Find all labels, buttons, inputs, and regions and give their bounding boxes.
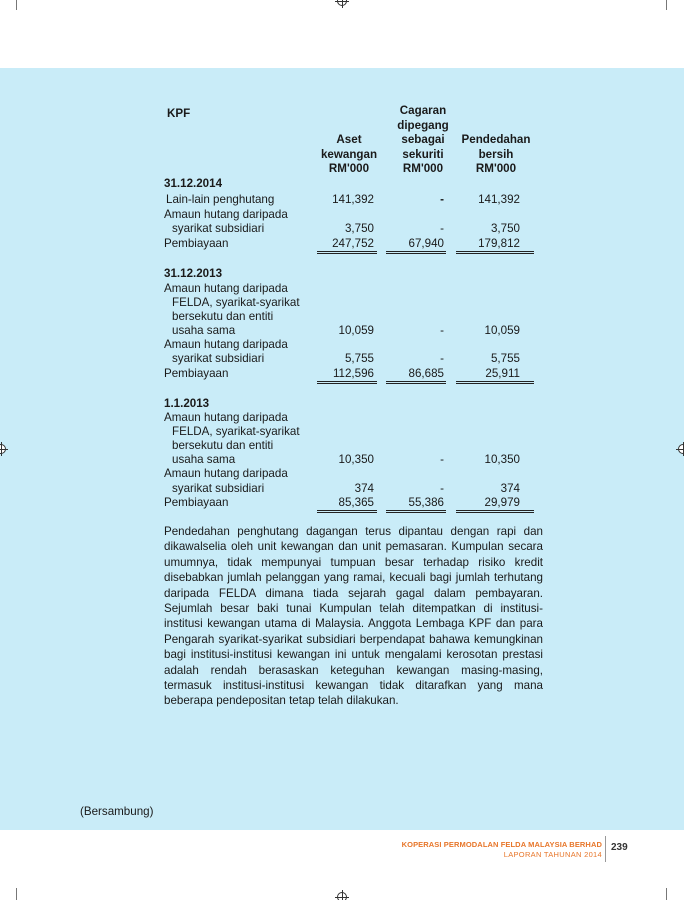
registration-mark-top-icon bbox=[337, 0, 347, 6]
footer-report-title: LAPORAN TAHUNAN 2014 bbox=[503, 850, 602, 859]
table-row: bersekutu dan entiti bbox=[172, 310, 274, 323]
table-row: Amaun hutang daripada bbox=[164, 208, 288, 221]
table-title: KPF bbox=[167, 107, 191, 120]
total-underline bbox=[456, 251, 534, 254]
total-underline bbox=[317, 510, 377, 513]
section-heading: 1.1.2013 bbox=[164, 397, 210, 410]
table-row: syarikat subsidiari 3,750 - 3,750 bbox=[172, 222, 520, 235]
footer-divider bbox=[605, 836, 606, 862]
crop-mark bbox=[666, 0, 667, 10]
table-row: Pembiayaan 85,365 55,386 29,979 bbox=[164, 496, 520, 509]
header-col-net-exposure: Pendedahan bersih RM'000 bbox=[461, 133, 531, 176]
table-row: Amaun hutang daripada bbox=[164, 411, 288, 424]
registration-mark-bottom-icon bbox=[337, 892, 347, 900]
total-underline bbox=[386, 381, 446, 384]
table-row: bersekutu dan entiti bbox=[172, 439, 274, 452]
table-row: usaha sama 10,350 - 10,350 bbox=[172, 453, 520, 466]
header-col-financial-assets: Aset kewangan RM'000 bbox=[320, 133, 378, 176]
table-row: Pembiayaan 247,752 67,940 179,812 bbox=[164, 237, 520, 250]
continued-label: (Bersambung) bbox=[80, 805, 154, 818]
section-heading: 31.12.2014 bbox=[164, 177, 223, 190]
table-row: Pembiayaan 112,596 86,685 25,911 bbox=[164, 367, 520, 380]
total-underline bbox=[317, 381, 377, 384]
table-row: syarikat subsidiari 5,755 - 5,755 bbox=[172, 352, 520, 365]
footer-organisation: KOPERASI PERMODALAN FELDA MALAYSIA BERHAD bbox=[401, 840, 602, 849]
table-row: usaha sama 10,059 - 10,059 bbox=[172, 324, 520, 337]
total-underline bbox=[317, 251, 377, 254]
total-underline bbox=[386, 251, 446, 254]
table-row: Amaun hutang daripada bbox=[164, 282, 288, 295]
total-underline bbox=[456, 510, 534, 513]
table-row: Amaun hutang daripada bbox=[164, 467, 288, 480]
table-row: FELDA, syarikat-syarikat bbox=[172, 425, 300, 438]
crop-mark bbox=[16, 888, 17, 900]
section-heading: 31.12.2013 bbox=[164, 267, 223, 280]
table-row: FELDA, syarikat-syarikat bbox=[172, 296, 300, 309]
registration-mark-right-icon bbox=[678, 444, 684, 454]
table-row: syarikat subsidiari 374 - 374 bbox=[172, 482, 520, 495]
table-row: Lain-lain penghutang 141,392 - 141,392 bbox=[166, 193, 520, 206]
body-paragraph: Pendedahan penghutang dagangan terus dipantau dengan rapi dan dikawalselia oleh unit kewangan dan unit pemasaran. Kumpulan secara umumnya, tidak mempunyai tumpuan besar terhadap risiko kredit disebabkan jumlah pelanggan yang ramai, kecuali bagi jumlah terhutang daripada FELDA dimana tiada sejarah gagal dalam pembayaran. Sejumlah besar baki tunai Kumpulan telah ditempatkan di institusi-institusi kewangan utama di Malaysia. Anggota Lembaga KPF dan para Pengarah syarikat-syarikat subsidiari berpendapat bahawa kemungkinan bagi institusi-institusi kewangan ini untuk mengalami kerosotan prestasi adalah rendah berasaskan keteguhan kewangan masing-masing, termasuk institusi-institusi kewangan tidak ditarafkan yang mana beberapa pendepositan tetap telah dilakukan. bbox=[164, 525, 543, 708]
crop-mark bbox=[666, 888, 667, 900]
total-underline bbox=[456, 381, 534, 384]
total-underline bbox=[386, 510, 446, 513]
crop-mark bbox=[16, 0, 17, 10]
header-col-collateral: Cagaran dipegang sebagai sekuriti RM'000 bbox=[397, 104, 449, 176]
table-header bbox=[164, 104, 544, 177]
page-number: 239 bbox=[611, 842, 628, 853]
table-row: Amaun hutang daripada bbox=[164, 338, 288, 351]
